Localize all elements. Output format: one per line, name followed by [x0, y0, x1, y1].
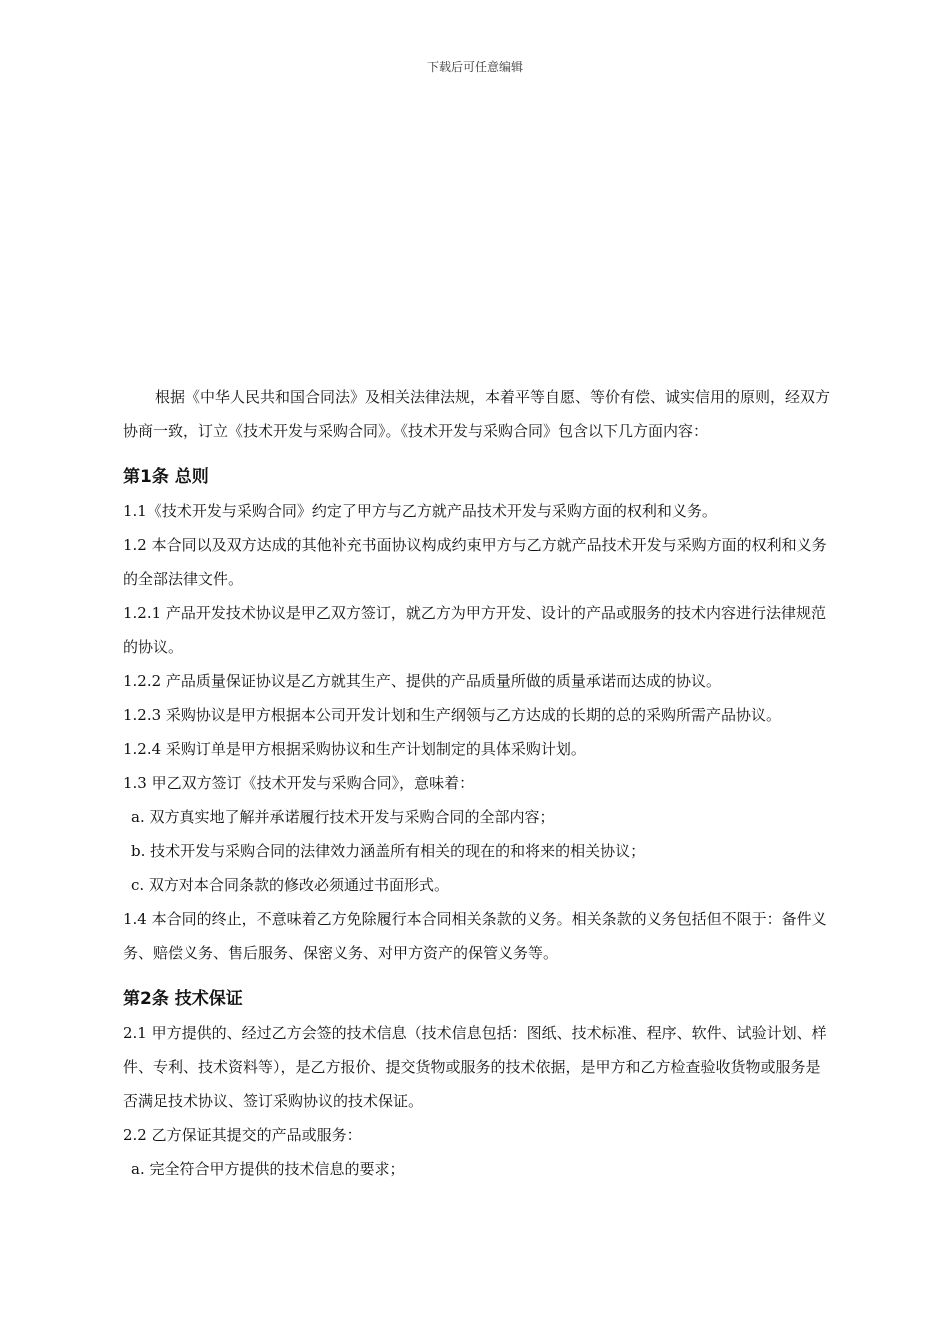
intro-paragraph: 根据《中华人民共和国合同法》及相关法律法规，本着平等自愿、等价有偿、诚实信用的原则，经双方协商一致，订立《技术开发与采购合同》。《技术开发与采购合同》包含以下几方面内容： — [123, 388, 831, 440]
clause-1-1: 1.1《技术开发与采购合同》约定了甲方与乙方就产品技术开发与采购方面的权利和义务。 — [123, 502, 717, 520]
clause-2-1: 2.1 甲方提供的、经过乙方会签的技术信息（技术信息包括：图纸、技术标准、程序、软件、试验计划、样件、专利、技术资料等），是乙方报价、提交货物或服务的技术依据，是甲方和乙方检查验收货物或服务是否满足技术协议、签订采购协议的技术保证。 — [123, 1024, 827, 1110]
clause-1-3-c: c. 双方对本合同条款的修改必须通过书面形式。 — [131, 876, 449, 894]
clause-2-2: 2.2 乙方保证其提交的产品或服务： — [123, 1126, 362, 1144]
clause-1-3-b: b. 技术开发与采购合同的法律效力涵盖所有相关的现在的和将来的相关协议； — [131, 842, 646, 860]
clause-1-2-3: 1.2.3 采购协议是甲方根据本公司开发计划和生产纲领与乙方达成的长期的总的采购所需产品协议。 — [123, 706, 781, 724]
clause-1-3-a: a. 双方真实地了解并承诺履行技术开发与采购合同的全部内容； — [131, 808, 555, 826]
article-1-title: 第1条 总则 — [123, 467, 209, 487]
clause-1-2-1: 1.2.1 产品开发技术协议是甲乙双方签订，就乙方为甲方开发、设计的产品或服务的技术内容进行法律规范的协议。 — [123, 604, 826, 656]
clause-1-2: 1.2 本合同以及双方达成的其他补充书面协议构成约束甲方与乙方就产品技术开发与采购方面的权利和义务的全部法律文件。 — [123, 536, 827, 588]
document-body — [123, 380, 831, 1186]
clause-1-3: 1.3 甲乙双方签订《技术开发与采购合同》，意味着： — [123, 774, 475, 792]
clause-1-2-4: 1.2.4 采购订单是甲方根据采购协议和生产计划制定的具体采购计划。 — [123, 740, 586, 758]
clause-1-2-2: 1.2.2 产品质量保证协议是乙方就其生产、提供的产品质量所做的质量承诺而达成的协议。 — [123, 672, 721, 690]
page-header: 下载后可任意编辑 — [426, 60, 523, 74]
clause-1-4: 1.4 本合同的终止，不意味着乙方免除履行本合同相关条款的义务。相关条款的义务包括但不限于：备件义务、赔偿义务、售后服务、保密义务、对甲方资产的保管义务等。 — [123, 910, 827, 962]
article-2-title: 第2条 技术保证 — [123, 989, 243, 1009]
clause-2-2-a: a. 完全符合甲方提供的技术信息的要求； — [131, 1160, 405, 1178]
